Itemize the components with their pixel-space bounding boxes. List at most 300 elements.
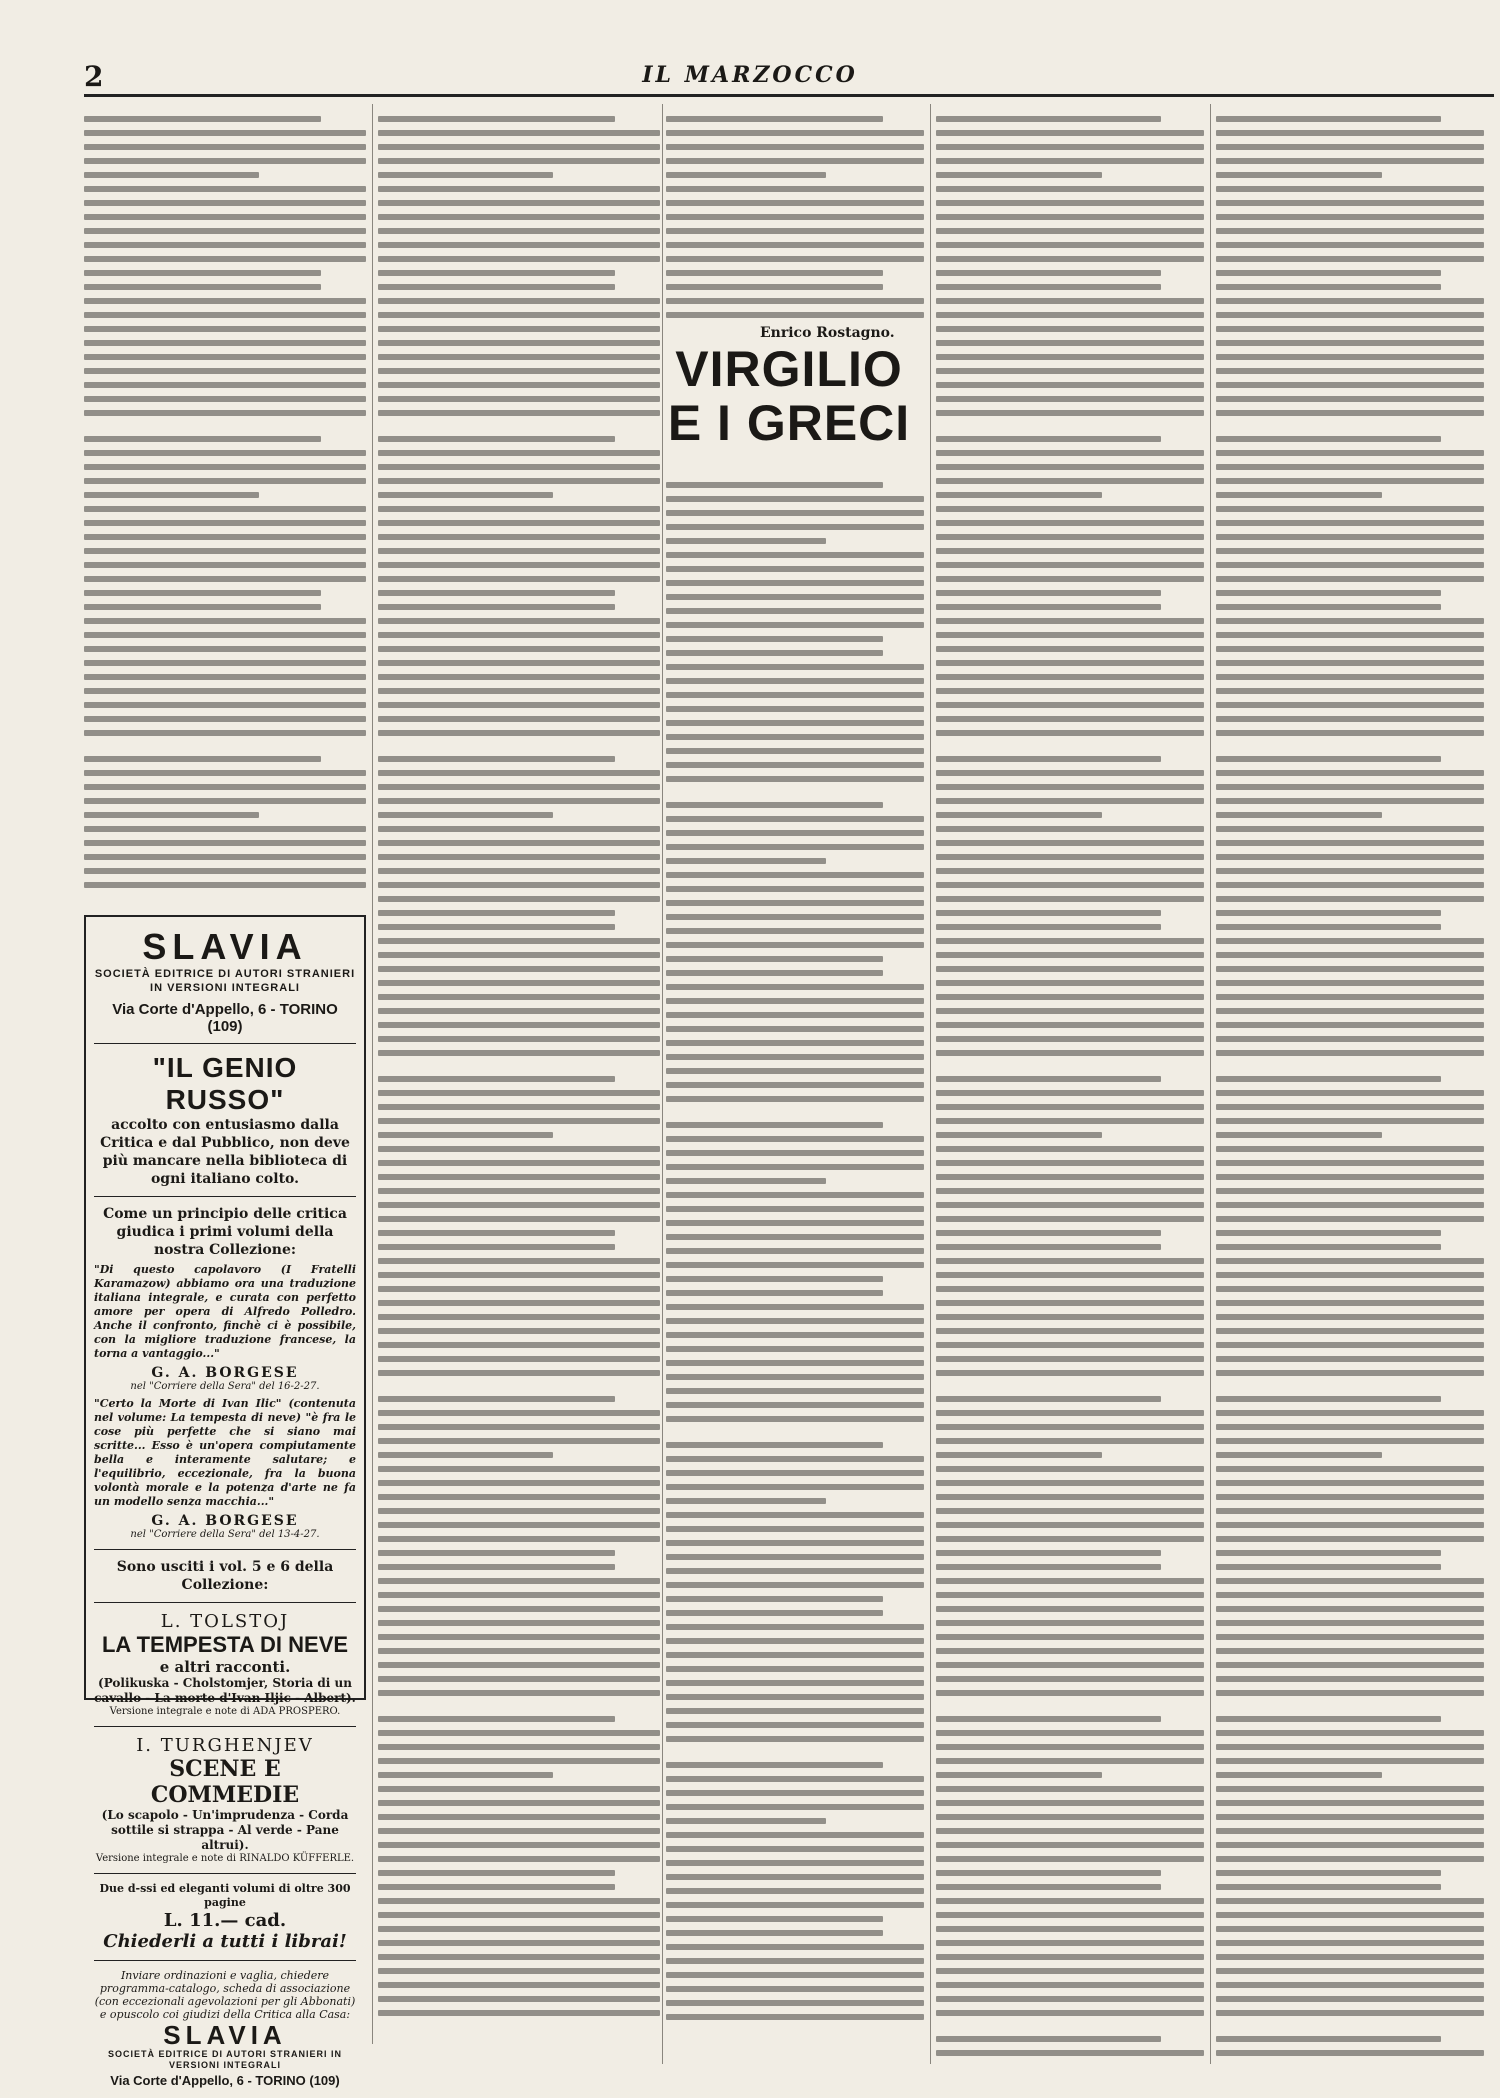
text-line	[936, 1828, 1204, 1834]
text-line	[936, 1356, 1204, 1362]
text-line	[666, 1276, 883, 1282]
ad-tolstoj-version: Versione integrale e note di ADA PROSPERO.	[109, 1706, 341, 1717]
text-line	[936, 1536, 1204, 1542]
text-line	[378, 1076, 615, 1082]
text-line	[84, 450, 366, 456]
text-line	[84, 576, 366, 582]
text-line	[1216, 1494, 1484, 1500]
text-line	[1216, 1814, 1484, 1820]
text-line	[1216, 1508, 1484, 1514]
text-line	[84, 396, 366, 402]
text-line	[666, 1442, 883, 1448]
ad-quote-1: "Di questo capolavoro (I Fratelli Karamazow) abbiamo ora una traduzione italiana integrale, e curata con perfetto amore per opera di Alfredo Polledro. Anche il confronto, finchè ci è possibile, con la migliore traduzione francese, la torna a vantaggio..."	[94, 1263, 356, 1360]
text-line	[84, 410, 366, 416]
text-line	[666, 1846, 924, 1852]
text-line	[666, 1610, 883, 1616]
text-line	[936, 826, 1204, 832]
text-line	[666, 1888, 924, 1894]
text-line	[1216, 784, 1484, 790]
text-line	[666, 914, 924, 920]
text-line	[1216, 1132, 1382, 1138]
text-line	[936, 688, 1204, 694]
ad-tolstoj-list: (Polikuska - Cholstomjer, Storia di un cavallo - La morte d'Ivan Iljic - Albert).	[94, 1676, 356, 1705]
text-line	[936, 256, 1204, 262]
text-line	[1216, 410, 1484, 416]
ad-rule	[94, 1726, 356, 1727]
text-line	[378, 784, 660, 790]
text-line	[936, 1800, 1204, 1806]
text-line	[378, 312, 660, 318]
text-line	[84, 436, 321, 442]
ad-genio-text: accolto con entusiasmo dalla Critica e dal Pubblico, non deve più mancare nella biblioteca di ogni italiano colto.	[100, 1117, 350, 1187]
text-line	[1216, 1522, 1484, 1528]
text-line	[1216, 562, 1484, 568]
text-line	[936, 144, 1204, 150]
text-line	[666, 566, 924, 572]
text-line	[666, 2000, 924, 2006]
ad-rule	[94, 1873, 356, 1874]
text-line	[378, 144, 660, 150]
text-line	[936, 966, 1204, 972]
text-line	[1216, 744, 1484, 756]
ad-rule	[94, 1196, 356, 1197]
text-line	[936, 730, 1204, 736]
text-line	[1216, 1118, 1484, 1124]
text-line	[936, 784, 1204, 790]
text-line	[378, 660, 660, 666]
text-line	[1216, 1870, 1441, 1876]
text-line	[84, 632, 366, 638]
text-line	[666, 1012, 924, 1018]
text-line	[936, 924, 1161, 930]
text-line	[666, 1456, 924, 1462]
text-line	[666, 186, 924, 192]
text-line	[936, 1968, 1204, 1974]
text-line	[666, 1680, 924, 1686]
text-line	[378, 1424, 660, 1430]
text-line	[378, 1396, 615, 1402]
text-line	[666, 1582, 924, 1588]
text-line	[936, 576, 1204, 582]
ad-pages-note: Due d-ssi ed eleganti volumi di oltre 300 pagine	[99, 1882, 351, 1909]
text-line	[666, 1986, 924, 1992]
text-line	[936, 1592, 1204, 1598]
text-line	[378, 1982, 660, 1988]
text-line	[666, 1122, 883, 1128]
text-line	[936, 312, 1204, 318]
text-line	[936, 1856, 1204, 1862]
ad-footer-address: Via Corte d'Appello, 6 - TORINO (109)	[110, 2073, 340, 2088]
text-line	[1216, 924, 1441, 930]
text-line	[936, 1982, 1204, 1988]
text-line	[1216, 534, 1484, 540]
text-line	[666, 1430, 924, 1442]
text-line	[936, 228, 1204, 234]
text-line	[378, 1452, 553, 1458]
text-line	[378, 1912, 660, 1918]
text-line	[84, 534, 366, 540]
text-line	[84, 716, 366, 722]
text-line	[378, 770, 660, 776]
text-line	[378, 1662, 660, 1668]
text-line	[378, 1704, 660, 1716]
text-line	[1216, 1772, 1382, 1778]
text-line	[1216, 1314, 1484, 1320]
text-line	[1216, 826, 1484, 832]
column-separator	[372, 104, 373, 2044]
text-line	[666, 1790, 924, 1796]
text-line	[936, 868, 1204, 874]
text-line	[84, 798, 366, 804]
text-line	[378, 1008, 660, 1014]
ad-brand: SLAVIA	[142, 926, 308, 967]
text-line	[378, 436, 615, 442]
text-line	[936, 1522, 1204, 1528]
text-line	[936, 270, 1161, 276]
text-line	[936, 396, 1204, 402]
text-line	[666, 1736, 924, 1742]
text-line	[936, 340, 1204, 346]
text-line	[1216, 952, 1484, 958]
text-line	[666, 1150, 924, 1156]
text-line	[666, 608, 924, 614]
text-line	[936, 1050, 1204, 1056]
text-line	[378, 1202, 660, 1208]
text-line	[378, 368, 660, 374]
headline-line-1: VIRGILIO	[675, 341, 903, 397]
text-line	[1216, 910, 1441, 916]
text-line	[936, 186, 1204, 192]
text-line	[1216, 1744, 1484, 1750]
text-line	[936, 424, 1204, 436]
text-line	[666, 1402, 924, 1408]
text-line	[1216, 1800, 1484, 1806]
text-line	[1216, 854, 1484, 860]
text-line	[1216, 1328, 1484, 1334]
column-1	[84, 104, 366, 904]
ad-turghenjev-list: (Lo scapolo - Un'imprudenza - Corda sottile si strappa - Al verde - Pane altrui).	[101, 1808, 349, 1852]
text-line	[378, 1786, 660, 1792]
text-line	[378, 702, 660, 708]
text-line	[1216, 618, 1484, 624]
text-line	[378, 646, 660, 652]
text-line	[1216, 116, 1441, 122]
text-line	[666, 970, 883, 976]
text-line	[378, 1968, 660, 1974]
text-line	[936, 744, 1204, 756]
text-line	[84, 660, 366, 666]
text-line	[936, 1370, 1204, 1376]
ad-rule	[94, 1960, 356, 1961]
text-line	[1216, 186, 1484, 192]
text-line	[666, 594, 924, 600]
text-line	[936, 116, 1161, 122]
text-line	[1216, 368, 1484, 374]
text-line	[378, 1690, 660, 1696]
text-line	[1216, 1828, 1484, 1834]
text-line	[378, 382, 660, 388]
text-line	[378, 1522, 660, 1528]
text-line	[666, 1930, 883, 1936]
text-line	[378, 994, 660, 1000]
text-line	[84, 186, 366, 192]
text-line	[936, 2036, 1161, 2042]
text-line	[666, 1206, 924, 1212]
text-line	[1216, 1968, 1484, 1974]
text-line	[1216, 646, 1484, 652]
text-line	[378, 1132, 553, 1138]
text-line	[666, 636, 883, 642]
text-line	[666, 1234, 924, 1240]
text-line	[936, 1716, 1161, 1722]
text-line	[1216, 1188, 1484, 1194]
ad-borgese-2: G. A. BORGESE	[151, 1513, 299, 1529]
text-line	[378, 256, 660, 262]
text-line	[936, 1076, 1161, 1082]
text-line	[936, 382, 1204, 388]
text-line	[378, 270, 615, 276]
text-line	[936, 1606, 1204, 1612]
text-line	[666, 998, 924, 1004]
text-line	[936, 284, 1161, 290]
text-line	[936, 1508, 1204, 1514]
text-line	[666, 1902, 924, 1908]
text-line	[666, 1290, 883, 1296]
text-line	[1216, 1356, 1484, 1362]
text-line	[378, 1954, 660, 1960]
masthead: IL MARZOCCO	[642, 62, 858, 88]
text-line	[666, 1554, 924, 1560]
text-line	[84, 424, 366, 436]
text-line	[936, 2010, 1204, 2016]
text-line	[378, 716, 660, 722]
text-line	[378, 1174, 660, 1180]
text-line	[378, 674, 660, 680]
text-line	[666, 1540, 924, 1546]
text-line	[666, 816, 924, 822]
text-line	[1216, 436, 1441, 442]
text-line	[666, 1110, 924, 1122]
text-line	[936, 1940, 1204, 1946]
ad-quote-2: "Certo la Morte di Ivan Ilic" (contenuta nel volume: La tempesta di neve) "è fra le cose più perfette che si siano mai scritte... Esso è un'opera compiutamente bella e interamente salutare; e l'equilibrio, eccezionale, fra la buona volontà morale e la potenza d'arte ne fa un modello senza macchia..."	[94, 1397, 356, 1508]
text-line	[378, 354, 660, 360]
text-line	[936, 1174, 1204, 1180]
text-line	[84, 228, 366, 234]
ad-tolstoj-title: LA TEMPESTA DI NEVE	[101, 1632, 349, 1657]
text-line	[666, 1958, 924, 1964]
text-line	[1216, 730, 1484, 736]
text-line	[936, 1202, 1204, 1208]
text-line	[666, 270, 883, 276]
text-line	[936, 618, 1204, 624]
text-line	[84, 284, 321, 290]
text-line	[936, 2024, 1204, 2036]
text-line	[666, 1498, 826, 1504]
text-line	[666, 116, 883, 122]
text-line	[84, 130, 366, 136]
text-line	[936, 1648, 1204, 1654]
text-line	[1216, 1396, 1441, 1402]
text-line	[378, 1620, 660, 1626]
text-line	[378, 1160, 660, 1166]
text-line	[1216, 1146, 1484, 1152]
text-line	[666, 956, 883, 962]
text-line	[1216, 382, 1484, 388]
text-line	[378, 506, 660, 512]
text-line	[936, 1342, 1204, 1348]
ad-rule	[94, 1602, 356, 1603]
text-line	[666, 748, 924, 754]
column-1-text	[84, 104, 366, 896]
text-line	[1216, 1050, 1484, 1056]
text-line	[1216, 1244, 1441, 1250]
text-line	[1216, 1648, 1484, 1654]
text-line	[1216, 492, 1382, 498]
text-line	[936, 368, 1204, 374]
text-line	[666, 580, 924, 586]
text-line	[666, 1860, 924, 1866]
text-line	[378, 826, 660, 832]
column-2-text	[378, 104, 660, 2024]
text-line	[936, 716, 1204, 722]
text-line	[666, 1360, 924, 1366]
ad-footer-sub: SOCIETÀ EDITRICE DI AUTORI STRANIERI IN VERSIONI INTEGRALI	[107, 2049, 342, 2070]
text-line	[1216, 1592, 1484, 1598]
text-line	[378, 1634, 660, 1640]
text-line	[936, 1008, 1204, 1014]
text-line	[1216, 520, 1484, 526]
text-line	[378, 1814, 660, 1820]
ad-footer-brand: SLAVIA	[163, 2020, 287, 2050]
text-line	[1216, 1466, 1484, 1472]
text-line	[936, 1926, 1204, 1932]
text-line	[936, 506, 1204, 512]
ad-critica-heading: Come un principio delle critica giudica i primi volumi della nostra Collezione:	[103, 1206, 347, 1258]
text-line	[936, 1954, 1204, 1960]
text-line	[666, 692, 924, 698]
text-line	[936, 478, 1204, 484]
text-line	[378, 410, 660, 416]
text-line	[666, 482, 883, 488]
text-line	[666, 214, 924, 220]
text-line	[84, 298, 366, 304]
text-line	[1216, 1912, 1484, 1918]
text-line	[936, 1704, 1204, 1716]
text-line	[84, 340, 366, 346]
text-line	[1216, 1898, 1484, 1904]
text-line	[378, 924, 615, 930]
text-line	[1216, 1104, 1484, 1110]
text-line	[84, 770, 366, 776]
text-line	[84, 688, 366, 694]
text-line	[666, 552, 924, 558]
text-line	[378, 1342, 660, 1348]
text-line	[666, 1832, 924, 1838]
text-line	[936, 1730, 1204, 1736]
column-3-bottom	[666, 470, 924, 2050]
text-line	[84, 756, 321, 762]
text-line	[666, 984, 924, 990]
text-line	[936, 2050, 1204, 2056]
text-line	[1216, 104, 1484, 116]
text-line	[378, 798, 660, 804]
text-line	[378, 1064, 660, 1076]
text-line	[666, 1568, 924, 1574]
ad-brand-sub-1: SOCIETÀ EDITRICE DI AUTORI STRANIERI	[94, 968, 356, 980]
text-line	[936, 1634, 1204, 1640]
text-line	[378, 1592, 660, 1598]
ad-turghenjev-author: I. TURGHENJEV	[136, 1735, 314, 1756]
text-line	[1216, 1216, 1484, 1222]
text-line	[378, 548, 660, 554]
ad-borgese-2-note: nel "Corriere della Sera" del 13-4-27.	[130, 1529, 320, 1540]
text-line	[1216, 1272, 1484, 1278]
text-line	[1216, 1716, 1441, 1722]
ad-rule	[94, 1549, 356, 1550]
text-line	[1216, 576, 1484, 582]
text-line	[666, 1804, 924, 1810]
text-line	[1216, 1634, 1484, 1640]
text-line	[378, 1578, 660, 1584]
text-line	[936, 938, 1204, 944]
text-line	[936, 980, 1204, 986]
text-line	[378, 450, 660, 456]
text-line	[84, 326, 366, 332]
text-line	[1216, 1758, 1484, 1764]
text-line	[666, 1484, 924, 1490]
text-line	[1216, 1606, 1484, 1612]
text-line	[84, 868, 366, 874]
text-line	[936, 1772, 1102, 1778]
text-line	[666, 872, 924, 878]
text-line	[378, 1230, 615, 1236]
text-line	[666, 1972, 924, 1978]
text-line	[378, 1996, 660, 2002]
text-line	[378, 604, 615, 610]
text-line	[936, 1424, 1204, 1430]
text-line	[378, 1508, 660, 1514]
text-line	[1216, 2024, 1484, 2036]
text-line	[1216, 674, 1484, 680]
text-line	[84, 172, 259, 178]
text-line	[936, 1286, 1204, 1292]
text-line	[378, 1480, 660, 1486]
text-line	[936, 1146, 1204, 1152]
text-line	[936, 1912, 1204, 1918]
text-line	[1216, 1258, 1484, 1264]
text-line	[1216, 1786, 1484, 1792]
ad-tolstoj-sub: e altri racconti.	[159, 1658, 291, 1676]
text-line	[936, 1480, 1204, 1486]
text-line	[936, 1132, 1102, 1138]
text-line	[1216, 326, 1484, 332]
text-line	[936, 910, 1161, 916]
text-line	[936, 410, 1204, 416]
text-line	[1216, 812, 1382, 818]
text-line	[1216, 1730, 1484, 1736]
text-line	[378, 896, 660, 902]
text-line	[84, 200, 366, 206]
text-line	[378, 730, 660, 736]
ad-footer-text: Inviare ordinazioni e vaglia, chiedere programma-catalogo, scheda di associazione (con eccezionali agevolazioni per gli Abbonati) e opuscolo coi giudizi della Critica alla Casa:	[94, 1969, 356, 2021]
text-line	[378, 744, 660, 756]
text-line	[378, 1898, 660, 1904]
text-line	[1216, 1202, 1484, 1208]
text-line	[936, 436, 1161, 442]
text-line	[378, 228, 660, 234]
text-line	[666, 1624, 924, 1630]
text-line	[1216, 200, 1484, 206]
